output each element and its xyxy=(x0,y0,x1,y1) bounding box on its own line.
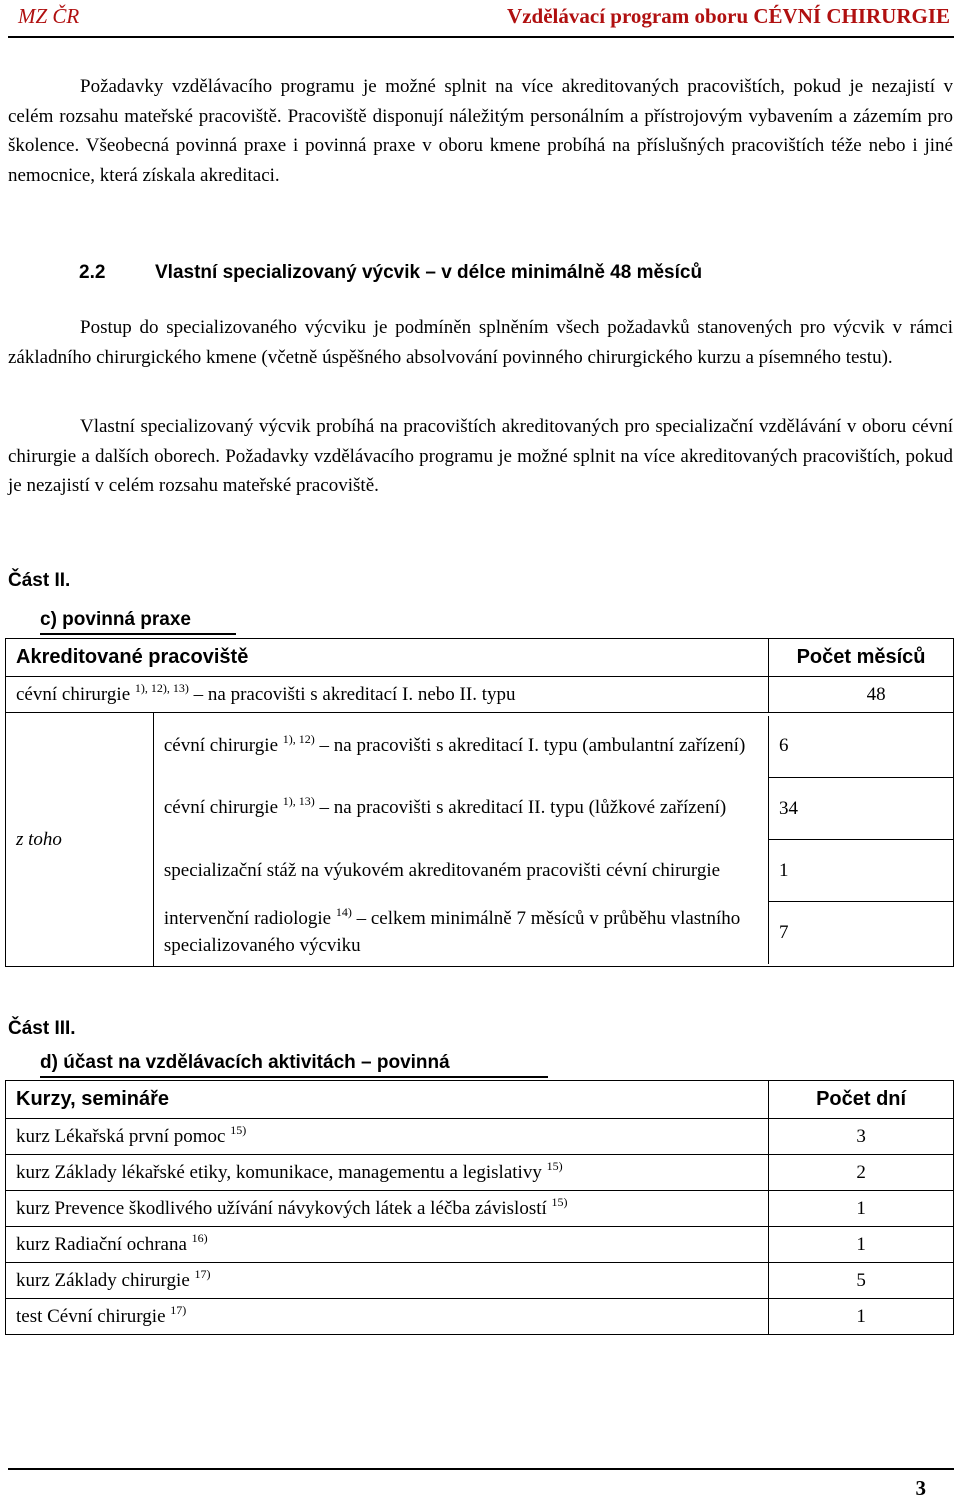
main-row-footnote: 1), 12), 13) xyxy=(134,680,189,695)
sub-row xyxy=(154,840,953,902)
sub-row-value: 6 xyxy=(768,716,953,778)
page-number: 3 xyxy=(915,1476,926,1500)
main-row-label: cévní chirurgie xyxy=(16,683,131,705)
course-label xyxy=(6,1119,769,1155)
course-name: test Cévní chirurgie xyxy=(16,1305,166,1327)
header-title: Vzdělávací program oboru CÉVNÍ CHIRURGIE xyxy=(507,4,950,28)
section-paragraph-1: Postup do specializovaného výcviku je podmíněn splněním všech požadavků stanovených pro výcvik v rámci základního chirurgického kmene (včetně úspěšného absolvování povinného chirurgického kurzu a písemného testu). xyxy=(8,317,953,368)
sub-row-value: 7 xyxy=(778,921,789,943)
course-name: kurz Lékařská první pomoc xyxy=(16,1125,226,1147)
sub-rows-container xyxy=(153,713,953,967)
course-days: 5 xyxy=(769,1263,954,1299)
courses-col2-header: Počet dní xyxy=(769,1081,954,1119)
section-title: Vlastní specializovaný výcvik – v délce minimálně 48 měsíců xyxy=(155,262,703,283)
courses-table xyxy=(5,1080,954,1335)
course-row xyxy=(6,1263,954,1299)
course-footnote: 15) xyxy=(546,1158,563,1173)
course-label xyxy=(6,1263,769,1299)
practice-table-header xyxy=(6,639,954,677)
sub-row-label xyxy=(154,716,769,778)
sub-row-text: cévní chirurgie xyxy=(163,797,279,818)
course-name: kurz Základy lékařské etiky, komunikace, managementu a legislativy xyxy=(16,1161,542,1183)
part3-subheading: d) účast na vzdělávacích aktivitách – povinná xyxy=(40,1052,548,1078)
practice-col2-header: Počet měsíců xyxy=(769,639,954,677)
course-footnote: 17) xyxy=(170,1302,187,1317)
sub-row-footnote: 14) xyxy=(335,905,352,919)
section-paragraph-2: Vlastní specializovaný výcvik probíhá na pracovištích akreditovaných pro specializační vzdělávání v oboru cévní chirurgie a dalších oborech. Požadavky vzdělávacího programu je možné splnit na více akreditovaných pracovištích, pokud je nezajistí v celém rozsahu mateřské pracoviště. xyxy=(8,416,953,496)
sub-rows-table xyxy=(154,716,953,964)
sub-row xyxy=(154,902,953,964)
practice-main-label xyxy=(6,677,769,713)
course-footnote: 17) xyxy=(194,1266,211,1281)
header-ministry: MZ ČR xyxy=(18,4,80,28)
sub-row-text: cévní chirurgie xyxy=(163,735,279,756)
sub-row-value: 34 xyxy=(768,778,953,840)
part2-subheading: c) povinná praxe xyxy=(40,609,236,635)
course-row xyxy=(6,1227,954,1263)
footer-rule xyxy=(8,1468,954,1470)
page-header xyxy=(8,0,954,38)
course-days: 1 xyxy=(769,1191,954,1227)
course-label xyxy=(6,1227,769,1263)
sub-row-value: 1 xyxy=(768,840,953,902)
sub-row-text: specializační stáž na výukovém akreditovaném pracovišti cévní chirurgie xyxy=(163,859,721,881)
part3-heading: Část III. xyxy=(8,1018,76,1039)
course-row xyxy=(6,1191,954,1227)
main-row-rest: – na pracovišti s akreditací I. nebo II. typu xyxy=(193,683,516,705)
sub-row-footnote: 1), 12) xyxy=(282,732,315,746)
course-footnote: 15) xyxy=(230,1122,247,1137)
course-days: 1 xyxy=(769,1299,954,1335)
course-row xyxy=(6,1155,954,1191)
course-days: 1 xyxy=(769,1227,954,1263)
main-row-value: 48 xyxy=(769,677,954,713)
course-name: kurz Prevence škodlivého užívání návykových látek a léčba závislostí xyxy=(16,1197,547,1219)
course-footnote: 16) xyxy=(191,1230,208,1245)
sub-row-rest: – na pracovišti s akreditací I. typu (ambulantní zařízení) xyxy=(319,735,746,756)
sub-row-label xyxy=(154,840,769,902)
z-toho-label: z toho xyxy=(6,713,154,967)
course-days: 3 xyxy=(769,1119,954,1155)
section-number: 2.2 xyxy=(79,262,106,283)
part2-heading: Část II. xyxy=(8,570,71,591)
courses-col1-header: Kurzy, semináře xyxy=(6,1081,769,1119)
sub-row-text: intervenční radiologie xyxy=(163,908,332,929)
sub-row xyxy=(154,716,953,778)
course-row xyxy=(6,1119,954,1155)
course-row xyxy=(6,1299,954,1335)
practice-sub-block xyxy=(6,713,954,967)
sub-row-footnote: 1), 13) xyxy=(282,794,315,808)
sub-row-label xyxy=(154,902,769,964)
course-days: 2 xyxy=(769,1155,954,1191)
intro-paragraph: Požadavky vzdělávacího programu je možné splnit na více akreditovaných pracovištích, pokud je nezajistí v celém rozsahu mateřské pracoviště. Pracoviště disponují náležitým personálním a přístrojovým vybavením a zázemím pro školence. Všeobecná povinná praxe i povinná praxe v oboru kmene probíhá na příslušných pracovištích téže nebo i jiné nemocnice, která získala akreditaci. xyxy=(8,76,953,186)
course-label xyxy=(6,1191,769,1227)
course-name: kurz Základy chirurgie xyxy=(16,1269,190,1291)
practice-col1-header: Akreditované pracoviště xyxy=(6,639,769,677)
sub-row-rest: – celkem minimálně 7 měsíců v průběhu vlastního specializovaného výcviku xyxy=(163,908,741,956)
practice-main-row xyxy=(6,677,954,713)
sub-row-label xyxy=(154,778,769,840)
course-label xyxy=(6,1155,769,1191)
course-footnote: 15) xyxy=(551,1194,568,1209)
course-name: kurz Radiační ochrana xyxy=(16,1233,187,1255)
course-label xyxy=(6,1299,769,1335)
practice-table xyxy=(5,638,954,967)
sub-row-rest: – na pracovišti s akreditací II. typu (lůžkové zařízení) xyxy=(319,797,727,818)
section-heading xyxy=(79,262,702,284)
courses-table-header xyxy=(6,1081,954,1119)
sub-row xyxy=(154,778,953,840)
